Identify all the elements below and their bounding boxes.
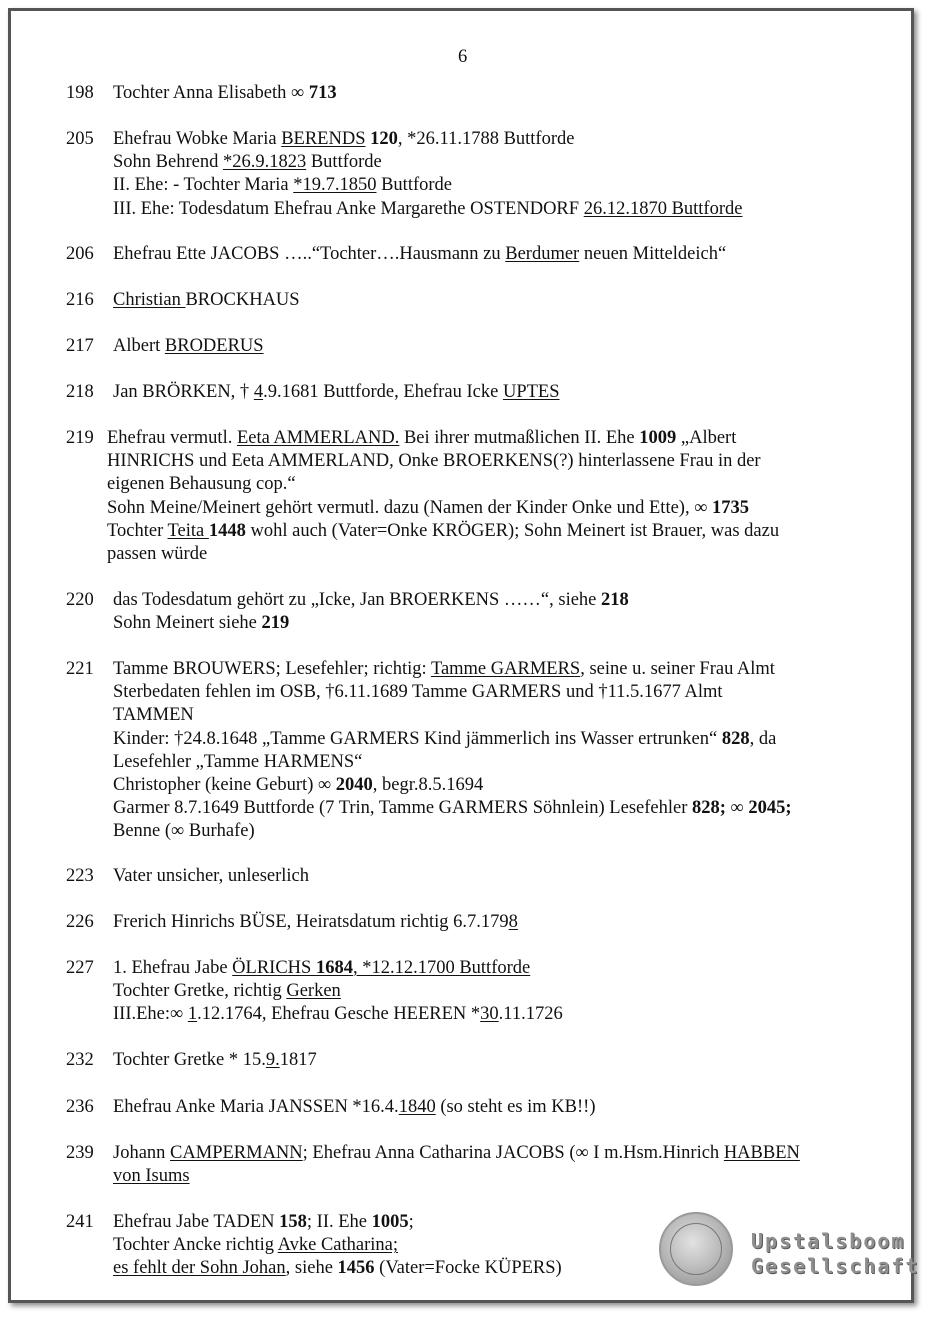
entry-text: Ehefrau Jabe TADEN 158; II. Ehe 1005; Tochter Ancke richtig Avke Catharina; es fehlt der Sohn Johan, siehe 1456 (Vater=Focke KÜPERS) (113, 1212, 562, 1279)
upstalsboom-logo (659, 1210, 920, 1290)
entry-text: Ehefrau Anke Maria JANSSEN *16.4.1840 (so steht es im KB!!) (113, 1097, 596, 1117)
entry-number: 217 (66, 336, 94, 356)
entry-number: 226 (66, 912, 94, 932)
entry-text: 1. Ehefrau Jabe ÖLRICHS 1684, *12.12.1700 Buttforde Tochter Gretke, richtig Gerken III.Ehe:∞ 1.12.1764, Ehefrau Gesche HEEREN *30.11.1726 (113, 958, 563, 1025)
entry-text: Ehefrau Wobke Maria BERENDS 120, *26.11.1788 Buttforde Sohn Behrend *26.9.1823 Buttforde II. Ehe: - Tochter Maria *19.7.1850 Buttforde III. Ehe: Todesdatum Ehefrau Anke Margarethe OSTENDORF 26.12.1870 Buttforde (113, 129, 743, 219)
entry-number: 223 (66, 866, 94, 886)
entry-number: 206 (66, 244, 94, 264)
entry-text: Tamme BROUWERS; Lesefehler; richtig: Tamme GARMERS, seine u. seiner Frau Almt Sterbedaten fehlen im OSB, †6.11.1689 Tamme GARMERS und †11.5.1677 Almt TAMMEN Kinder: †24.8.1648 „Tamme GARMERS Kind jämmerlich ins Wasser ertrunken“ 828, da Lesefehler „Tamme HARMENS“ Christopher (keine Geburt) ∞ 2040, begr.8.5.1694 Garmer 8.7.1649 Buttforde (7 Trin, Tamme GARMERS Söhnlein) Lesefehler 828; ∞ 2045; Benne (∞ Burhafe) (113, 659, 792, 842)
entry-text: Jan BRÖRKEN, † 4.9.1681 Buttforde, Ehefrau Icke UPTES (113, 382, 560, 402)
logo-line-2: Gesellschaft (751, 1254, 920, 1278)
entry-text: Albert BRODERUS (113, 336, 264, 356)
entry-text: Ehefrau vermutl. Eeta AMMERLAND. Bei ihrer mutmaßlichen II. Ehe 1009 „Albert HINRICHS und Eeta AMMERLAND, Onke BROERKENS(?) hinterlassene Frau in der eigenen Behausung cop.“ Sohn Meine/Meinert gehört vermutl. dazu (Namen der Kinder Onke und Ette), ∞ 1735 Tochter Teita 1448 wohl auch (Vater=Onke KRÖGER); Sohn Meinert ist Brauer, was dazu passen würde (107, 428, 780, 565)
entry-number: 205 (66, 129, 94, 149)
entry-number: 239 (66, 1143, 94, 1163)
entry-number: 219 (66, 428, 94, 448)
entry-number: 218 (66, 382, 94, 402)
entry-number: 236 (66, 1097, 94, 1117)
seal-icon (659, 1212, 733, 1286)
entry-number: 198 (66, 83, 94, 103)
entry-number: 220 (66, 590, 94, 610)
entry-number: 221 (66, 659, 94, 679)
entry-text: Ehefrau Ette JACOBS …..“Tochter….Hausmann zu Berdumer neuen Mitteldeich“ (113, 244, 727, 264)
entry-text: das Todesdatum gehört zu „Icke, Jan BROERKENS ……“, siehe 218 Sohn Meinert siehe 219 (113, 590, 629, 634)
entry-text: Christian BROCKHAUS (113, 290, 300, 310)
entry-text: Tochter Gretke * 15.9.1817 (113, 1050, 317, 1070)
entry-number: 216 (66, 290, 94, 310)
page-number: 6 (458, 47, 468, 67)
entry-text: Johann CAMPERMANN; Ehefrau Anna Catharina JACOBS (∞ I m.Hsm.Hinrich HABBEN von Isums (113, 1143, 800, 1187)
entry-number: 227 (66, 958, 94, 978)
entry-number: 232 (66, 1050, 94, 1070)
entry-text: Tochter Anna Elisabeth ∞ 713 (113, 83, 337, 103)
entry-text: Vater unsicher, unleserlich (113, 866, 310, 886)
entry-number: 241 (66, 1212, 94, 1232)
logo-line-1: Upstalsboom (751, 1229, 906, 1253)
entry-text: Frerich Hinrichs BÜSE, Heiratsdatum richtig 6.7.1798 (113, 912, 518, 932)
